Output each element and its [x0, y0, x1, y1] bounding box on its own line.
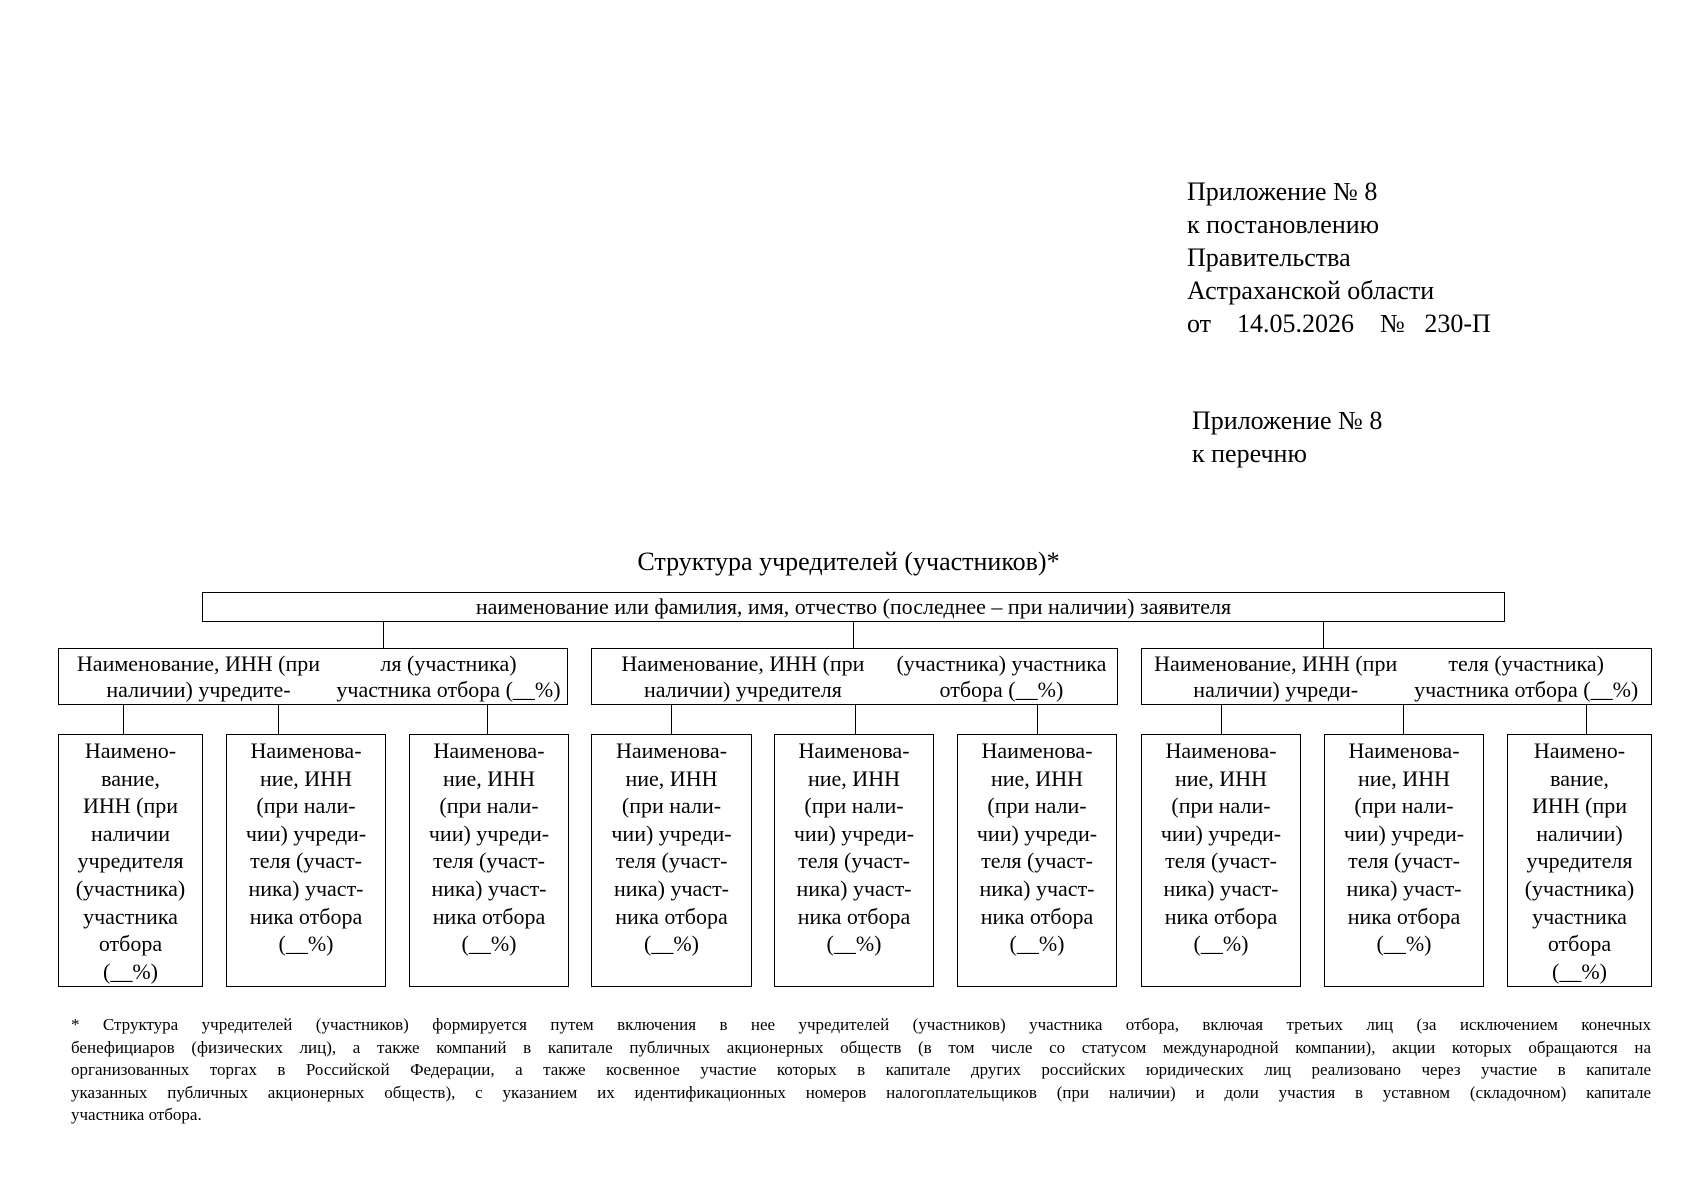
footnote-line: указанных публичных акционерных обществ), с указанием их идентификационных номеров налогоплательщиков (при наличии) и доли участия в уставном (складочном) капитале — [71, 1082, 1651, 1102]
sub-founder-box-2 — [226, 734, 386, 987]
sub-founder-line: (__%) — [103, 958, 158, 984]
sub-founder-line: ние, ИНН — [991, 765, 1083, 791]
sub-founder-line: (при нали- — [256, 793, 356, 819]
founder-box-2 — [591, 648, 1118, 705]
sub-founder-line: ние, ИНН — [443, 765, 535, 791]
founder-box-line: (участника) участника отбора (__%) — [896, 650, 1107, 702]
appendix-subheader-line: к перечню — [1192, 439, 1307, 468]
sub-founder-line: ИНН (при — [82, 793, 179, 819]
footnote-line: организованных торгах в Российской Федерации, а также косвенное участие которых в капитале других российских юридических лиц реализовано через участие в капитале — [71, 1060, 1651, 1079]
sub-founder-line: чии) учреди- — [1343, 820, 1465, 846]
sub-founder-line: теля (участ- — [981, 848, 1093, 874]
sub-founder-line: ника) участ- — [979, 875, 1095, 901]
sub-founder-line: (__%) — [278, 931, 334, 957]
footnote-line: участника отбора. — [71, 1105, 202, 1124]
connector-line — [1323, 622, 1324, 649]
sub-founder-line: теля (участ- — [615, 848, 728, 874]
sub-founder-line: (при нали- — [987, 793, 1087, 819]
founder-box-1 — [58, 648, 568, 705]
connector-line — [1037, 705, 1038, 734]
connector-line — [853, 622, 854, 649]
connector-line — [1586, 705, 1587, 734]
sub-founder-box-6 — [957, 734, 1117, 987]
connector-line — [278, 705, 279, 734]
sub-founder-line: ника отбора — [432, 903, 546, 929]
sub-founder-line: ника) участ- — [1163, 875, 1279, 901]
sub-founder-line: теля (участ- — [1348, 848, 1460, 874]
sub-founder-line: ника) участ- — [431, 875, 547, 901]
connector-line — [855, 705, 856, 734]
founder-box-line: ля (участника) участника отбора (__%) — [336, 650, 561, 702]
appendix-header-line: к постановлению — [1187, 210, 1380, 239]
sub-founder-line: вание, — [101, 765, 160, 791]
sub-founder-line: Наименова- — [981, 738, 1093, 763]
sub-founder-line: ние, ИНН — [625, 765, 718, 791]
sub-founder-line: отбора — [1547, 931, 1612, 957]
sub-founder-line: Наименова- — [798, 738, 910, 763]
appendix-header-line: Правительства — [1187, 243, 1351, 272]
sub-founder-line: (__%) — [461, 931, 517, 957]
sub-founder-line: (при нали- — [1354, 793, 1454, 819]
sub-founder-line: учредителя — [1526, 848, 1633, 874]
sub-founder-line: чии) учреди- — [428, 820, 550, 846]
founder-box-3 — [1141, 648, 1652, 705]
sub-founder-line: ние, ИНН — [1358, 765, 1450, 791]
connector-line — [671, 705, 672, 734]
sub-founder-box-4 — [591, 734, 752, 987]
sub-founder-line: теля (участ- — [433, 848, 545, 874]
founder-box-line: Наименование, ИНН (при наличии) учредите- — [76, 650, 321, 702]
sub-founder-line: вание, — [1550, 765, 1609, 791]
sub-founder-line: чии) учреди- — [1160, 820, 1282, 846]
sub-founder-line: чии) учреди- — [793, 820, 915, 846]
sub-founder-line: ника отбора — [1164, 903, 1278, 929]
connector-line — [1403, 705, 1404, 734]
sub-founder-line: наличии) — [1536, 820, 1623, 846]
footnote-line: * Структура учредителей (участников) формируется путем включения в нее учредителей (участников) участника отбора, включая третьих лиц (за исключением конечных — [71, 1015, 1651, 1034]
sub-founder-line: Наимено- — [1533, 738, 1626, 763]
appendix-header — [1187, 175, 1491, 340]
connector-line — [487, 705, 488, 734]
sub-founder-line: ИНН (при — [1531, 793, 1628, 819]
sub-founder-line: ника) участ- — [613, 875, 730, 901]
sub-founder-line: Наимено- — [84, 738, 177, 763]
sub-founder-line: Наименова- — [250, 738, 362, 763]
sub-founder-line: чии) учреди- — [245, 820, 367, 846]
sub-founder-line: ние, ИНН — [260, 765, 352, 791]
appendix-header-line: Приложение № 8 — [1187, 177, 1378, 206]
sub-founder-line: ника) участ- — [248, 875, 364, 901]
sub-founder-line: ника отбора — [1347, 903, 1461, 929]
sub-founder-line: Наименова- — [1165, 738, 1277, 763]
appendix-header-line: Астраханской области — [1187, 276, 1435, 305]
sub-founder-line: теля (участ- — [798, 848, 910, 874]
sub-founder-line: (__%) — [1009, 931, 1065, 957]
sub-founder-line: (__%) — [1376, 931, 1432, 957]
sub-founder-line: (при нали- — [1171, 793, 1271, 819]
founder-box-line: Наименование, ИНН (при наличии) учредителя — [621, 650, 865, 702]
connector-line — [1221, 705, 1222, 734]
sub-founder-line: ника) участ- — [1346, 875, 1462, 901]
sub-founder-line: участника — [83, 903, 178, 929]
sub-founder-box-1 — [58, 734, 203, 987]
sub-founder-line: (__%) — [1552, 958, 1607, 984]
sub-founder-line: теля (участ- — [1165, 848, 1277, 874]
sub-founder-line: (__%) — [826, 931, 882, 957]
footnote — [71, 1014, 1651, 1127]
sub-founder-box-9 — [1507, 734, 1652, 987]
sub-founder-line: ние, ИНН — [1175, 765, 1267, 791]
sub-founder-line: чии) учреди- — [976, 820, 1098, 846]
page-title: Структура учредителей (участников)* — [637, 547, 1060, 576]
sub-founder-line: участника — [1532, 903, 1627, 929]
sub-founder-line: учредителя — [77, 848, 184, 874]
appendix-subheader-line: Приложение № 8 — [1192, 406, 1383, 435]
sub-founder-line: (при нали- — [439, 793, 539, 819]
sub-founder-line: ние, ИНН — [808, 765, 900, 791]
sub-founder-line: (__%) — [644, 931, 699, 957]
founder-box-line: Наименование, ИНН (при наличии) учреди- — [1154, 650, 1398, 702]
sub-founder-line: Наименова- — [433, 738, 545, 763]
applicant-box: наименование или фамилия, имя, отчество (последнее – при наличии) заявителя — [202, 592, 1505, 622]
sub-founder-box-8 — [1324, 734, 1484, 987]
appendix-subheader — [1192, 404, 1382, 470]
footnote-line: бенефициаров (физических лиц), а также компаний в капитале публичных акционерных обществ (в том числе со статусом международной компании), акции которых обращаются на — [71, 1037, 1651, 1057]
sub-founder-line: теля (участ- — [250, 848, 362, 874]
appendix-header-line: от 14.05.2026 № 230-П — [1187, 309, 1491, 338]
connector-line — [123, 705, 124, 734]
sub-founder-line: ника отбора — [797, 903, 911, 929]
sub-founder-line: ника отбора — [249, 903, 363, 929]
sub-founder-line: наличии — [90, 820, 171, 846]
sub-founder-line: ника отбора — [980, 903, 1094, 929]
sub-founder-line: ника отбора — [615, 903, 728, 929]
connector-line — [383, 622, 384, 649]
sub-founder-box-7 — [1141, 734, 1301, 987]
sub-founder-line: (__%) — [1193, 931, 1249, 957]
sub-founder-line: Наименова- — [1348, 738, 1460, 763]
sub-founder-line: (участника) — [75, 875, 186, 901]
sub-founder-line: отбора — [98, 931, 163, 957]
sub-founder-line: (участника) — [1524, 875, 1635, 901]
sub-founder-line: (при нали- — [621, 793, 722, 819]
sub-founder-box-3 — [409, 734, 569, 987]
sub-founder-line: (при нали- — [804, 793, 904, 819]
founder-box-line: теля (участника) участника отбора (__%) — [1414, 650, 1639, 702]
sub-founder-line: Наименова- — [615, 738, 728, 763]
sub-founder-line: чии) учреди- — [611, 820, 732, 846]
sub-founder-box-5 — [774, 734, 934, 987]
sub-founder-line: ника) участ- — [796, 875, 912, 901]
